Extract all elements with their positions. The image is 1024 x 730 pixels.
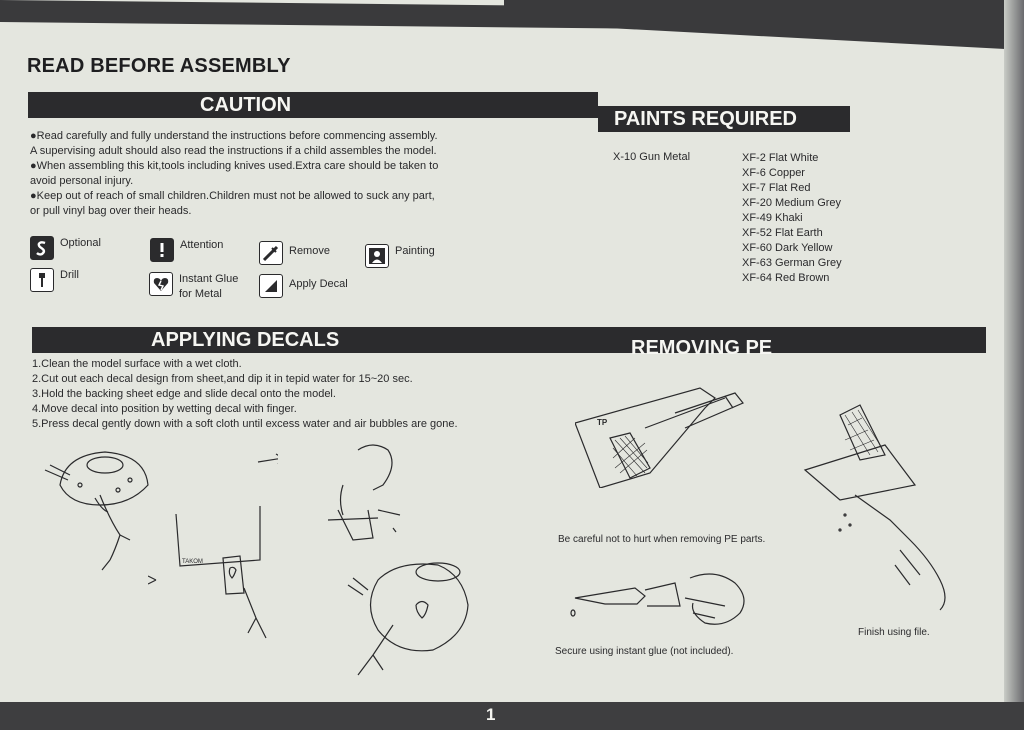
- top-border-right: [504, 0, 1024, 50]
- legend-label: Painting: [395, 245, 435, 257]
- paints-bar: [598, 106, 850, 132]
- caution-heading: CAUTION: [200, 94, 292, 116]
- caution-line: or pull vinyl bag over their heads.: [30, 205, 192, 217]
- pe-caption-careful: Be careful not to hurt when removing PE parts.: [558, 534, 766, 545]
- legend-label: Drill: [60, 269, 79, 281]
- knife-pe-illustration: [575, 378, 745, 488]
- paints-left-list: [613, 150, 690, 165]
- legend-label: Remove: [289, 245, 330, 257]
- painting-icon: [365, 244, 389, 268]
- page-number: 1: [486, 705, 496, 724]
- paint-item: XF-2 Flat White: [742, 152, 819, 164]
- decals-heading: APPLYING DECALS: [151, 329, 340, 351]
- pe-heading: REMOVING PE: [631, 337, 773, 359]
- page-edge: [1004, 0, 1024, 730]
- dip-decal-illustration: [148, 448, 278, 648]
- caution-text: [30, 129, 438, 219]
- legend-instant-glue: [149, 272, 238, 302]
- paint-item: XF-52 Flat Earth: [742, 227, 823, 239]
- remove-icon: [259, 241, 283, 265]
- legend-attention: [150, 238, 223, 262]
- decal-step: 1.Clean the model surface with a wet cloth.: [32, 358, 242, 370]
- paint-item: XF-64 Red Brown: [742, 272, 830, 284]
- caution-line: ●Keep out of reach of small children.Children must not be allowed to suck any part,: [30, 190, 435, 202]
- decal-step: 5.Press decal gently down with a soft cloth until excess water and air bubbles are gone.: [32, 418, 458, 430]
- file-pe-illustration: [800, 400, 970, 620]
- paint-item: X-10 Gun Metal: [613, 151, 691, 163]
- decal-steps: [32, 357, 458, 432]
- optional-icon: [30, 236, 54, 260]
- page-title: READ BEFORE ASSEMBLY: [27, 55, 291, 77]
- paint-item: XF-49 Khaki: [742, 212, 803, 224]
- legend-label-line: Instant Glue: [179, 273, 239, 285]
- paint-item: XF-7 Flat Red: [742, 182, 811, 194]
- caution-bar: [28, 92, 598, 118]
- pe-caption-glue: Secure using instant glue (not included).: [555, 646, 734, 657]
- caution-line: ●Read carefully and fully understand the instructions before commencing assembly.: [30, 130, 438, 142]
- decals-pe-bar: [32, 327, 986, 359]
- legend-label: Optional: [60, 237, 101, 249]
- caution-line: avoid personal injury.: [30, 175, 134, 187]
- instant-glue-icon: [149, 272, 173, 296]
- pe-caption-file: Finish using file.: [858, 627, 930, 638]
- legend-drill: [30, 268, 79, 292]
- legend-painting: [365, 244, 435, 268]
- paint-item: XF-63 German Grey: [742, 257, 842, 269]
- legend-label: [179, 272, 238, 302]
- paint-item: XF-20 Medium Grey: [742, 197, 842, 209]
- drill-icon: [30, 268, 54, 292]
- slide-decal-illustration: [318, 440, 428, 555]
- paint-item: XF-60 Dark Yellow: [742, 242, 833, 254]
- attention-icon: [150, 238, 174, 262]
- legend-remove: [259, 241, 330, 265]
- legend-optional: [30, 236, 101, 260]
- decal-step: 4.Move decal into position by wetting decal with finger.: [32, 403, 297, 415]
- bottom-border: [0, 702, 1024, 730]
- caution-line: A supervising adult should also read the instructions if a child assembles the model.: [30, 145, 437, 157]
- paint-item: XF-6 Copper: [742, 167, 805, 179]
- fret-label: TP: [597, 418, 608, 427]
- caution-line: ●When assembling this kit,tools including knives used.Extra care should be taken to: [30, 160, 439, 172]
- legend-label: Attention: [180, 239, 224, 251]
- legend-apply-decal: [259, 274, 348, 298]
- tray-label: TAKOM: [182, 559, 203, 565]
- decal-step: 3.Hold the backing sheet edge and slide decal onto the model.: [32, 388, 336, 400]
- decal-step: 2.Cut out each decal design from sheet,and dip it in tepid water for 15~20 sec.: [32, 373, 413, 385]
- legend-label-line: for Metal: [179, 288, 222, 300]
- paints-right-list: [742, 151, 842, 286]
- glue-pe-illustration: [565, 568, 755, 638]
- apply-decal-icon: [259, 274, 283, 298]
- press-decal-illustration: [338, 560, 488, 690]
- paints-heading: PAINTS REQUIRED: [614, 108, 797, 130]
- legend-label: Apply Decal: [289, 278, 348, 290]
